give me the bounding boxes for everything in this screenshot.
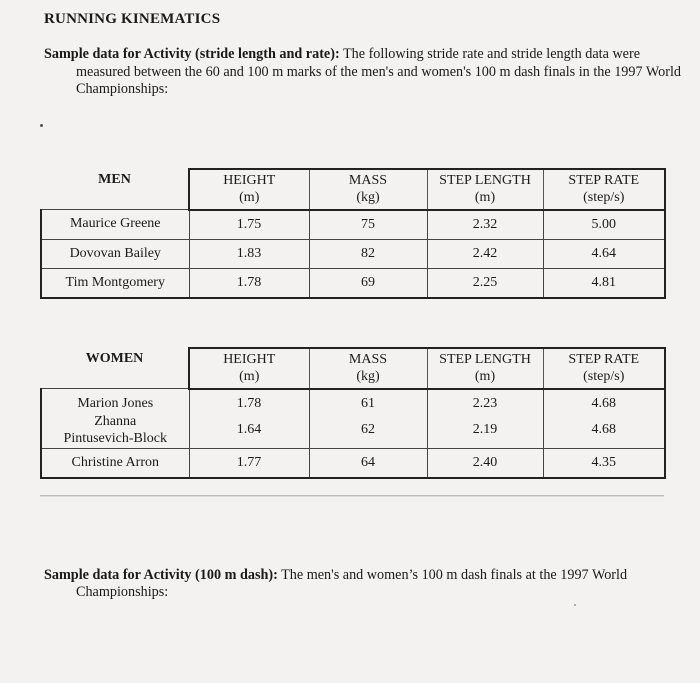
- intro-paragraph: [44, 46, 696, 99]
- table-row: [41, 268, 665, 298]
- step-rate-value: 4.35: [543, 448, 665, 478]
- header-mass: MASS (kg): [309, 348, 427, 389]
- sample2-paragraph: [44, 567, 700, 601]
- mass-value: 82: [309, 239, 427, 268]
- height-value: 1.78: [189, 268, 309, 298]
- step-length-value: 2.19: [427, 412, 543, 449]
- table-row: [41, 412, 665, 449]
- height-value: 1.64: [189, 412, 309, 449]
- athlete-name: Dovovan Bailey: [41, 239, 189, 268]
- mass-value: 69: [309, 268, 427, 298]
- header-step-length: STEP LENGTH (m): [427, 169, 543, 210]
- step-rate-value: 4.68: [543, 389, 665, 412]
- step-length-value: 2.40: [427, 448, 543, 478]
- height-value: 1.75: [189, 210, 309, 240]
- header-step-rate: STEP RATE (step/s): [543, 169, 665, 210]
- header-step-length: STEP LENGTH (m): [427, 348, 543, 389]
- table-row: [41, 448, 665, 478]
- athlete-name: Christine Arron: [41, 448, 189, 478]
- page-title: RUNNING KINEMATICS: [44, 11, 221, 27]
- men-header-row: [41, 169, 665, 210]
- table-row: [41, 210, 665, 240]
- athlete-name: Marion Jones: [41, 389, 189, 412]
- mass-value: 75: [309, 210, 427, 240]
- sample2-text: The men's and women’s 100 m dash finals at the 1997 World Championships:: [76, 567, 628, 600]
- intro-lead: Sample data for Activity (stride length and rate):: [44, 46, 340, 62]
- step-length-value: 2.23: [427, 389, 543, 412]
- mass-value: 61: [309, 389, 427, 412]
- sample2-lead: Sample data for Activity (100 m dash):: [44, 567, 278, 583]
- stray-mark: [574, 604, 576, 606]
- women-label: WOMEN: [85, 351, 144, 366]
- table-row: [41, 389, 665, 412]
- step-rate-value: 4.81: [543, 268, 665, 298]
- athlete-name: Zhanna Pintusevich-Block: [41, 412, 189, 449]
- step-rate-value: 5.00: [543, 210, 665, 240]
- height-value: 1.77: [189, 448, 309, 478]
- athlete-name: Maurice Greene: [41, 210, 189, 240]
- step-length-value: 2.32: [427, 210, 543, 240]
- header-height: HEIGHT (m): [189, 169, 309, 210]
- height-value: 1.78: [189, 389, 309, 412]
- step-rate-value: 4.64: [543, 239, 665, 268]
- height-value: 1.83: [189, 239, 309, 268]
- men-label: MEN: [98, 172, 131, 187]
- table-row: [41, 239, 665, 268]
- step-rate-value: 4.68: [543, 412, 665, 449]
- intro-text: The following stride rate and stride length data were measured between the 60 and 100 m marks of the men's and women's 100 m dash finals in the 1997 World Championships:: [76, 46, 681, 97]
- header-mass: MASS (kg): [309, 169, 427, 210]
- header-height: HEIGHT (m): [189, 348, 309, 389]
- header-step-rate: STEP RATE (step/s): [543, 348, 665, 389]
- stray-mark: [40, 124, 43, 127]
- mass-value: 64: [309, 448, 427, 478]
- women-table: [40, 347, 666, 479]
- step-length-value: 2.42: [427, 239, 543, 268]
- divider-rule: [40, 495, 664, 497]
- men-table: [40, 168, 666, 299]
- women-header-row: [41, 348, 665, 389]
- step-length-value: 2.25: [427, 268, 543, 298]
- athlete-name: Tim Montgomery: [41, 268, 189, 298]
- mass-value: 62: [309, 412, 427, 449]
